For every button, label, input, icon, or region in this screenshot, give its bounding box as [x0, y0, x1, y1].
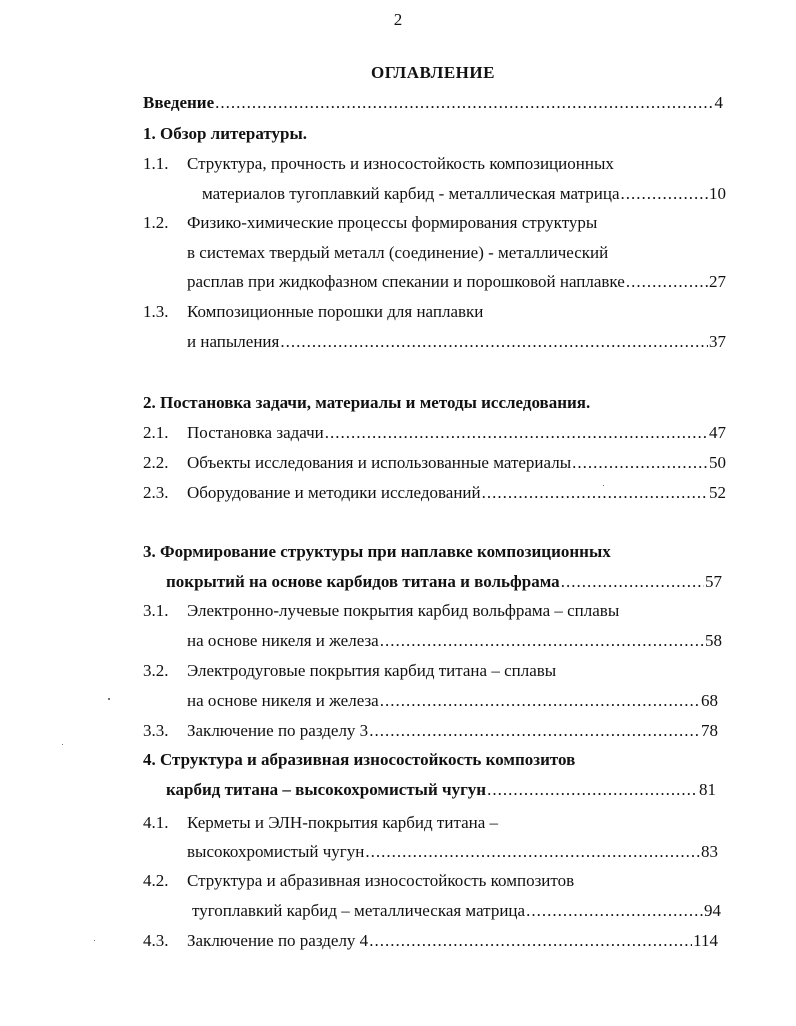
scan-speck	[94, 940, 95, 941]
scan-speck	[108, 698, 110, 700]
toc-section-2: 2. Постановка задачи, материалы и методы исследования.	[143, 393, 591, 412]
toc-page-number: 10	[709, 184, 726, 203]
toc-entry-text: карбид титана – высокохромистый чугун	[166, 780, 487, 799]
toc-leader-dots	[380, 631, 704, 651]
scan-speck	[603, 485, 604, 486]
toc-entry-1-1	[202, 184, 726, 204]
toc-page-number: 94	[704, 901, 721, 920]
toc-leader-dots	[526, 901, 703, 921]
toc-title: ОГЛАВЛЕНИЕ	[371, 63, 495, 82]
toc-leader-dots	[215, 93, 713, 113]
toc-num: 4.3.	[143, 931, 169, 950]
toc-entry-text: Электродуговые покрытия карбид титана – сплавы	[187, 661, 557, 680]
toc-entry-3-2	[187, 691, 718, 711]
toc-entry-1-3	[187, 332, 726, 352]
toc-leader-dots	[369, 721, 700, 741]
toc-leader-dots	[572, 453, 708, 473]
toc-entry-1-2	[187, 272, 726, 292]
toc-entry-2-3	[187, 483, 726, 503]
toc-entry-text: на основе никеля и железа	[187, 631, 379, 650]
toc-entry-text: и напыления	[187, 332, 280, 351]
toc-entry-text: Постановка задачи	[187, 423, 324, 442]
toc-section-4: 4. Структура и абразивная износостойкость композитов	[143, 750, 576, 769]
toc-num: 2.1.	[143, 423, 169, 442]
toc-num: 3.3.	[143, 721, 169, 740]
toc-page-number: 83	[701, 842, 718, 861]
toc-entry-4	[166, 780, 716, 800]
toc-page-number: 57	[705, 572, 722, 591]
toc-entry-4-1	[187, 842, 718, 862]
toc-num: 3.1.	[143, 601, 169, 620]
toc-leader-dots	[365, 842, 700, 862]
toc-entry-text: Объекты исследования и использованные материалы	[187, 453, 572, 472]
toc-num: 1.1.	[143, 154, 169, 173]
toc-page-number: 47	[709, 423, 726, 442]
toc-entry-text: материалов тугоплавкий карбид - металлическая матрица	[202, 184, 620, 203]
toc-entry-3	[166, 572, 722, 592]
toc-leader-dots	[487, 780, 698, 800]
toc-entry-text: Заключение по разделу 4	[187, 931, 369, 950]
toc-entry-text: Введение	[143, 93, 215, 112]
toc-entry-text: в системах твердый металл (соединение) - металлический	[187, 243, 609, 262]
toc-page-number: 68	[701, 691, 718, 710]
toc-num: 4.1.	[143, 813, 169, 832]
toc-entry-text: Оборудование и методики исследований	[187, 483, 481, 502]
toc-entry-3-1	[187, 631, 722, 651]
toc-entry-2-1	[187, 423, 726, 443]
toc-page-number: 78	[701, 721, 718, 740]
toc-leader-dots	[621, 184, 709, 204]
toc-page-number: 4	[714, 93, 723, 112]
toc-leader-dots	[325, 423, 708, 443]
toc-page-number: 27	[709, 272, 726, 291]
toc-page-number: 52	[709, 483, 726, 502]
toc-entry-intro	[143, 93, 723, 113]
toc-entry-4-3	[187, 931, 718, 951]
toc-entry-text: на основе никеля и железа	[187, 691, 379, 710]
toc-entry-text: тугоплавкий карбид – металлическая матрица	[192, 901, 526, 920]
toc-page-number: 50	[709, 453, 726, 472]
toc-num: 3.2.	[143, 661, 169, 680]
toc-page-number: 37	[709, 332, 726, 351]
toc-leader-dots	[482, 483, 708, 503]
toc-entry-2-2	[187, 453, 726, 473]
toc-leader-dots	[380, 691, 700, 711]
toc-entry-text: Композиционные порошки для наплавки	[187, 302, 484, 321]
toc-leader-dots	[561, 572, 704, 592]
page-number: 2	[393, 10, 403, 29]
toc-entry-text: Структура и абразивная износостойкость композитов	[187, 871, 575, 890]
toc-page-number: 58	[705, 631, 722, 650]
toc-num: 4.2.	[143, 871, 169, 890]
toc-entry-text: Физико-химические процессы формирования структуры	[187, 213, 598, 232]
toc-num: 1.2.	[143, 213, 169, 232]
toc-entry-text: Керметы и ЭЛН-покрытия карбид титана –	[187, 813, 499, 832]
toc-entry-3-3	[187, 721, 718, 741]
toc-section-1: 1. Обзор литературы.	[143, 124, 308, 143]
toc-entry-text: Структура, прочность и износостойкость композиционных	[187, 154, 614, 173]
toc-page-number: 114	[693, 931, 718, 950]
toc-entry-text: покрытий на основе карбидов титана и вольфрама	[166, 572, 560, 591]
toc-entry-text: расплав при жидкофазном спекании и порошковой наплавке	[187, 272, 625, 291]
toc-entry-text: высокохромистый чугун	[187, 842, 365, 861]
toc-num: 2.3.	[143, 483, 169, 502]
toc-leader-dots	[280, 332, 708, 352]
toc-leader-dots	[626, 272, 708, 292]
toc-num: 2.2.	[143, 453, 169, 472]
toc-entry-text: Заключение по разделу 3	[187, 721, 369, 740]
toc-num: 1.3.	[143, 302, 169, 321]
toc-entry-4-2	[192, 901, 721, 921]
toc-entry-text: Электронно-лучевые покрытия карбид вольфрама – сплавы	[187, 601, 620, 620]
toc-leader-dots	[369, 931, 692, 951]
toc-section-3: 3. Формирование структуры при наплавке композиционных	[143, 542, 611, 561]
scan-speck	[62, 744, 63, 745]
toc-page-number: 81	[699, 780, 716, 799]
